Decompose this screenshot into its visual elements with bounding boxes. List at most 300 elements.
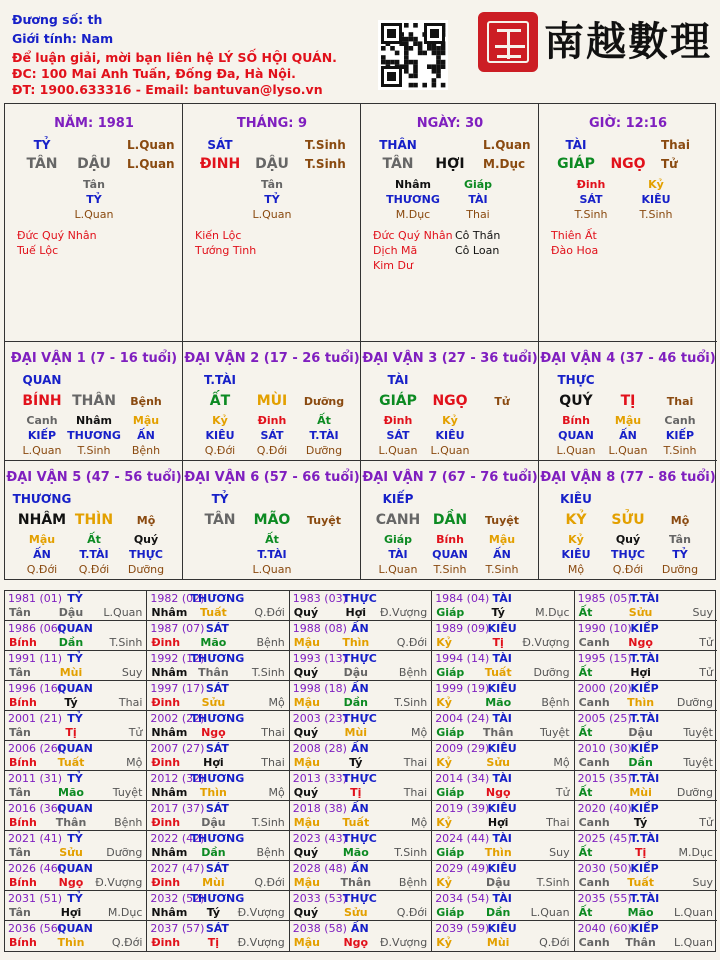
year-star: Q.Đới [254, 876, 285, 889]
dai-van-2 [183, 342, 361, 461]
year-star: Mộ [410, 816, 428, 829]
branch-star: Mộ [136, 514, 156, 527]
branch-star: Dưỡng [303, 395, 345, 408]
year-stem: Ất [578, 666, 593, 679]
year-label: 2012 (32) [150, 772, 205, 785]
year-label: 2025 (45) [577, 832, 632, 845]
year-god: T.TÀI [629, 892, 660, 905]
year-branch: Sửu [628, 606, 653, 619]
shensha: Dịch Mã [373, 244, 418, 257]
year-cell [575, 801, 717, 831]
phone-email-line: ĐT: 1900.633316 - Email: bantuvan@lyso.vn [12, 82, 323, 97]
year-branch: Tị [492, 636, 504, 649]
year-god: KIẾP [630, 802, 659, 815]
year-star: Bệnh [541, 696, 570, 709]
year-label: 2000 (20) [577, 682, 632, 695]
year-branch: Hợi [60, 906, 82, 919]
shensha: Kiến Lộc [195, 229, 242, 242]
hidden-god: THƯƠNG [386, 193, 440, 206]
header [0, 0, 720, 100]
year-branch: Ngọ [58, 876, 84, 889]
year-god: THƯƠNG [190, 892, 245, 905]
hidden-star: T.Sinh [639, 208, 673, 221]
year-star: Suy [121, 666, 143, 679]
year-stem: Canh [578, 936, 610, 949]
year-label: 2019 (39) [435, 802, 490, 815]
pillar-title: NGÀY: 30 [416, 116, 484, 131]
hidden-god: T.TÀI [309, 429, 339, 442]
year-branch: Dần [485, 906, 511, 919]
dai-van-8 [539, 461, 717, 580]
year-god: TỶ [67, 772, 83, 785]
year-cell [147, 741, 289, 771]
year-cell [5, 771, 147, 801]
year-god: THƯƠNG [190, 712, 245, 725]
year-stem: Nhâm [151, 786, 188, 799]
year-branch: Mùi [202, 876, 225, 889]
hidden-god: TỶ [264, 193, 280, 206]
year-branch: Dậu [628, 726, 653, 739]
year-stem: Mậu [293, 696, 320, 709]
shensha: Đức Quý Nhân [373, 229, 453, 242]
year-cell [432, 861, 574, 891]
heavenly-stem: ĐINH [199, 156, 241, 172]
year-branch: Hợi [203, 756, 224, 769]
year-stem: Ất [578, 606, 593, 619]
year-stem: Giáp [436, 846, 465, 859]
earthly-branch: HỢI [435, 156, 465, 172]
year-cell [5, 711, 147, 741]
year-stem: Đinh [151, 756, 181, 769]
year-cell [147, 801, 289, 831]
hidden-god: TÀI [388, 548, 408, 561]
year-branch: Hợi [345, 606, 367, 619]
earthly-branch: MÃO [253, 512, 291, 528]
year-branch: Tý [206, 906, 221, 919]
hidden-star: L.Quan [378, 444, 418, 457]
year-star: Bệnh [114, 816, 143, 829]
year-label: 2028 (48) [292, 862, 347, 875]
year-branch: Mùi [486, 936, 510, 949]
year-god: KIẾP [630, 622, 659, 635]
year-god: TỶ [67, 592, 83, 605]
heavenly-stem: QUÝ [559, 393, 593, 409]
year-star: L.Quan [103, 606, 143, 619]
year-stem: Đinh [151, 876, 181, 889]
year-star: Suy [549, 846, 570, 859]
year-branch: Thân [55, 816, 87, 829]
year-branch: Tuất [484, 666, 512, 679]
year-branch: Tý [64, 696, 78, 709]
year-stem: Kỷ [436, 696, 452, 709]
year-stem: Nhâm [151, 906, 188, 919]
year-label: 1992 (12) [150, 652, 205, 665]
branch-star: Tử [661, 157, 678, 171]
year-god: TÀI [492, 832, 512, 845]
pillar-3 [361, 104, 539, 342]
year-stem: Ất [578, 786, 593, 799]
year-star: Tuyệt [683, 756, 713, 769]
year-star: T.Sinh [394, 696, 428, 709]
year-label: 2033 (53) [292, 892, 347, 905]
year-cell [432, 771, 574, 801]
year-god: TÀI [492, 652, 512, 665]
dai-van-6 [183, 461, 361, 580]
year-branch: Tuất [627, 876, 654, 889]
hidden-stem: Kỷ [212, 414, 228, 427]
year-stem: Ất [578, 726, 593, 739]
year-cell [290, 921, 432, 951]
year-branch: Dậu [201, 816, 226, 829]
year-branch: Tuất [57, 756, 85, 769]
year-stem: Mậu [293, 816, 320, 829]
year-god: KIÊU [487, 682, 517, 695]
dai-van-title: ĐẠI VẬN 8 (77 - 86 tuổi) [540, 470, 716, 485]
year-label: 1986 (06) [8, 622, 63, 635]
hidden-god: KIÊU [435, 429, 465, 442]
hidden-stem: Bính [436, 533, 464, 546]
hidden-star: L.Quan [430, 444, 470, 457]
year-god: KIẾP [630, 682, 659, 695]
year-label: 2039 (59) [435, 922, 490, 935]
year-star: Tuyệt [683, 726, 713, 739]
year-star: Đ.Vượng [95, 876, 143, 889]
branch-star: Tử [494, 395, 510, 408]
year-branch: Mão [485, 696, 512, 709]
year-stem: Giáp [436, 606, 465, 619]
year-god: THỰC [342, 652, 377, 665]
year-star: Bệnh [398, 876, 428, 889]
year-label: 1997 (17) [150, 682, 205, 695]
branch-star: Tuyệt [306, 514, 342, 527]
year-label: 2029 (49) [435, 862, 490, 875]
stem-god: THÂN [379, 138, 417, 152]
hidden-stem: Mậu [132, 414, 160, 427]
hidden-god: ẤN [137, 429, 155, 442]
year-god: KIẾP [630, 742, 659, 755]
chart-pillars [4, 103, 716, 580]
hidden-star: Q.Đới [256, 444, 288, 457]
year-branch: Mão [627, 906, 654, 919]
year-star: Đ.Vượng [522, 636, 570, 649]
year-cell [290, 621, 432, 651]
hidden-stem: Tân [83, 178, 105, 191]
year-cell [5, 891, 147, 921]
year-label: 2003 (23) [292, 712, 347, 725]
heavenly-stem: TÂN [204, 512, 236, 528]
year-branch: Mùi [59, 666, 83, 679]
year-label: 2032 (52) [150, 892, 205, 905]
pillar-2 [183, 104, 361, 342]
year-stem: Đinh [151, 696, 181, 709]
hidden-star: Q.Đới [78, 563, 110, 576]
hidden-star: L.Quan [608, 444, 648, 457]
hidden-god: SÁT [579, 193, 603, 206]
year-star: Mộ [410, 726, 428, 739]
year-stem: Quý [293, 666, 319, 679]
year-label: 2038 (58) [292, 922, 347, 935]
year-stem: Đinh [151, 816, 181, 829]
year-branch: Sửu [201, 696, 226, 709]
hidden-stem: Mậu [28, 533, 56, 546]
year-star: T.Sinh [251, 816, 285, 829]
year-cell [5, 861, 147, 891]
year-god: KIẾP [630, 922, 659, 935]
hidden-god: KIẾP [665, 429, 695, 442]
year-label: 1994 (14) [435, 652, 490, 665]
year-stem: Canh [578, 636, 610, 649]
heavenly-stem: KỶ [565, 512, 587, 528]
hidden-stem: Tân [669, 533, 691, 546]
year-branch: Ngọ [201, 726, 226, 739]
year-stem: Ất [578, 846, 593, 859]
year-god: ẤN [350, 922, 369, 935]
year-god: TÀI [492, 892, 512, 905]
year-star: Suy [692, 606, 713, 619]
year-label: 2040 (60) [577, 922, 632, 935]
year-label: 2013 (33) [292, 772, 347, 785]
year-god: ẤN [350, 802, 369, 815]
year-god: TỶ [67, 892, 83, 905]
year-label: 2022 (42) [150, 832, 205, 845]
hidden-god: SÁT [386, 429, 410, 442]
year-god: T.TÀI [629, 592, 660, 605]
hidden-god: T.TÀI [79, 548, 109, 561]
shensha: Kim Dư [373, 259, 413, 272]
year-god: THỰC [342, 892, 377, 905]
hidden-stem: Giáp [383, 533, 413, 546]
year-god: ẤN [350, 742, 369, 755]
stem-god: THƯƠNG [12, 492, 72, 506]
year-star: Mộ [268, 786, 285, 799]
year-stem: Quý [293, 846, 319, 859]
stem-god: SÁT [207, 138, 233, 152]
year-label: 2017 (37) [150, 802, 205, 815]
year-cell [5, 591, 147, 621]
year-branch: Thân [340, 876, 372, 889]
year-star: Mộ [126, 756, 143, 769]
hidden-stem: Mậu [488, 533, 516, 546]
pillar-title: NĂM: 1981 [54, 116, 134, 131]
earthly-branch: MÙI [256, 393, 288, 409]
year-god: SÁT [205, 862, 229, 875]
dai-van-title: ĐẠI VẬN 7 (67 - 76 tuổi) [362, 470, 538, 485]
hidden-star: T.Sinh [433, 563, 467, 576]
hidden-star: M.Dục [395, 208, 431, 221]
year-cell [290, 591, 432, 621]
hidden-god: KIÊU [205, 429, 235, 442]
earthly-branch: DẬU [255, 156, 289, 172]
year-cell [432, 621, 574, 651]
branch-star: M.Dục [483, 157, 526, 171]
year-stem: Quý [293, 906, 319, 919]
year-branch: Tý [349, 756, 363, 769]
year-cell [5, 741, 147, 771]
heavenly-stem: TÂN [382, 156, 414, 172]
year-label: 1990 (10) [577, 622, 632, 635]
hidden-star: T.Sinh [574, 208, 608, 221]
year-branch: Tị [207, 936, 220, 949]
year-cell [147, 651, 289, 681]
year-god: KIÊU [487, 802, 517, 815]
year-label: 1996 (16) [8, 682, 63, 695]
year-cell [5, 921, 147, 951]
hidden-god: TÀI [468, 193, 488, 206]
year-god: SÁT [205, 622, 229, 635]
year-branch: Tý [633, 816, 648, 829]
year-god: TỶ [67, 652, 83, 665]
year-star: Đ.Vượng [237, 936, 285, 949]
year-god: THỰC [342, 772, 377, 785]
year-cell [575, 741, 717, 771]
year-star: Dưỡng [676, 696, 713, 709]
year-star: Q.Đới [396, 636, 428, 649]
year-cell [290, 891, 432, 921]
year-label: 2034 (54) [435, 892, 490, 905]
year-god: KIÊU [487, 862, 517, 875]
year-stem: Giáp [436, 726, 465, 739]
year-star: Bệnh [398, 666, 428, 679]
year-label: 1988 (08) [292, 622, 347, 635]
year-god: ẤN [350, 622, 369, 635]
hidden-god: T.TÀI [257, 548, 287, 561]
hidden-star: Q.Đới [204, 444, 236, 457]
year-label: 2007 (27) [150, 742, 205, 755]
year-cell [147, 711, 289, 741]
hidden-stem: Kỷ [648, 178, 664, 191]
heavenly-stem: NHÂM [17, 512, 67, 528]
year-stem: Quý [293, 726, 319, 739]
year-star: Thai [118, 696, 143, 709]
year-label: 2010 (30) [577, 742, 632, 755]
hidden-star: Mộ [567, 563, 585, 576]
year-star: Tuyệt [112, 786, 143, 799]
year-branch: Sửu [59, 846, 83, 859]
year-stem: Canh [578, 876, 610, 889]
year-stem: Nhâm [151, 846, 188, 859]
hidden-stem: Nhâm [395, 178, 431, 191]
heavenly-stem: BÍNH [22, 393, 62, 409]
year-branch: Sửu [486, 756, 510, 769]
year-cell [147, 771, 289, 801]
hidden-stem: Canh [664, 414, 696, 427]
hidden-god: KIÊU [561, 548, 591, 561]
year-stem: Đinh [151, 936, 181, 949]
dai-van-title: ĐẠI VẬN 3 (27 - 36 tuổi) [362, 351, 538, 366]
year-branch: Ngọ [343, 936, 369, 949]
hidden-star: T.Sinh [485, 563, 519, 576]
year-stem: Tân [9, 906, 31, 919]
year-cell [147, 591, 289, 621]
year-branch: Hợi [487, 816, 509, 829]
year-stem: Kỷ [436, 756, 452, 769]
year-branch: Mão [200, 636, 227, 649]
year-god: THỰC [342, 712, 377, 725]
year-cell [575, 861, 717, 891]
hidden-star: L.Quan [252, 563, 292, 576]
year-branch: Tị [350, 786, 362, 799]
year-stem: Canh [578, 756, 610, 769]
year-god: THỰC [342, 832, 377, 845]
year-stem: Bính [9, 756, 37, 769]
hidden-god: QUAN [432, 548, 468, 561]
year-cell [5, 831, 147, 861]
stem-god: KIẾP [382, 492, 414, 506]
year-cell [147, 861, 289, 891]
year-star: M.Dục [107, 906, 143, 919]
year-cell [147, 831, 289, 861]
year-label: 2004 (24) [435, 712, 490, 725]
brand-logo: 南越數理 [544, 17, 712, 65]
year-cell [575, 921, 717, 951]
year-branch: Mùi [344, 726, 368, 739]
hidden-stem: Nhâm [76, 414, 112, 427]
year-star: Thai [403, 786, 428, 799]
year-star: Đ.Vượng [237, 906, 285, 919]
pillar-title: GIỜ: 12:16 [589, 116, 667, 131]
yearly-table [4, 590, 716, 952]
year-cell [432, 681, 574, 711]
year-branch: Tuất [199, 606, 227, 619]
year-label: 2014 (34) [435, 772, 490, 785]
hidden-stem: Kỷ [568, 533, 584, 546]
pillar-title: THÁNG: 9 [236, 116, 308, 131]
year-star: Mộ [553, 756, 570, 769]
year-label: 1985 (05) [577, 592, 632, 605]
year-stem: Tân [9, 846, 31, 859]
year-cell [290, 741, 432, 771]
year-label: 2030 (50) [577, 862, 632, 875]
hidden-star: T.Sinh [663, 444, 697, 457]
year-stem: Nhâm [151, 606, 188, 619]
year-label: 2035 (55) [577, 892, 632, 905]
hidden-star: L.Quan [74, 208, 114, 221]
hidden-god: ẤN [493, 548, 511, 561]
hidden-god: THỰC [129, 548, 163, 561]
year-label: 2024 (44) [435, 832, 490, 845]
year-branch: Thìn [484, 846, 512, 859]
stem-star: T.Sinh [305, 138, 346, 152]
year-branch: Thìn [199, 786, 227, 799]
stem-star: L.Quan [127, 138, 175, 152]
hidden-star: L.Quan [378, 563, 418, 576]
year-label: 1995 (15) [577, 652, 632, 665]
hidden-star: Dưỡng [305, 444, 343, 457]
year-label: 2036 (56) [8, 922, 63, 935]
year-stem: Nhâm [151, 666, 188, 679]
dai-van-title: ĐẠI VẬN 6 (57 - 66 tuổi) [184, 470, 360, 485]
year-cell [147, 921, 289, 951]
year-stem: Quý [293, 786, 319, 799]
year-cell [290, 861, 432, 891]
hidden-stem: Kỷ [442, 414, 458, 427]
year-cell [5, 681, 147, 711]
year-label: 2026 (46) [8, 862, 63, 875]
year-branch: Mão [58, 786, 84, 799]
earthly-branch: DẬU [77, 156, 111, 172]
year-label: 2002 (22) [150, 712, 205, 725]
year-label: 1981 (01) [8, 592, 63, 605]
branch-star: Bệnh [130, 395, 162, 408]
year-stem: Tân [9, 666, 31, 679]
hidden-star: Thai [466, 208, 490, 221]
hidden-god: TỶ [672, 548, 688, 561]
year-star: Đ.Vượng [379, 936, 428, 949]
heavenly-stem: ẤT [209, 393, 231, 409]
shensha: Cô Thần [455, 229, 501, 242]
dai-van-7 [361, 461, 539, 580]
year-star: Đ.Vượng [379, 606, 428, 619]
